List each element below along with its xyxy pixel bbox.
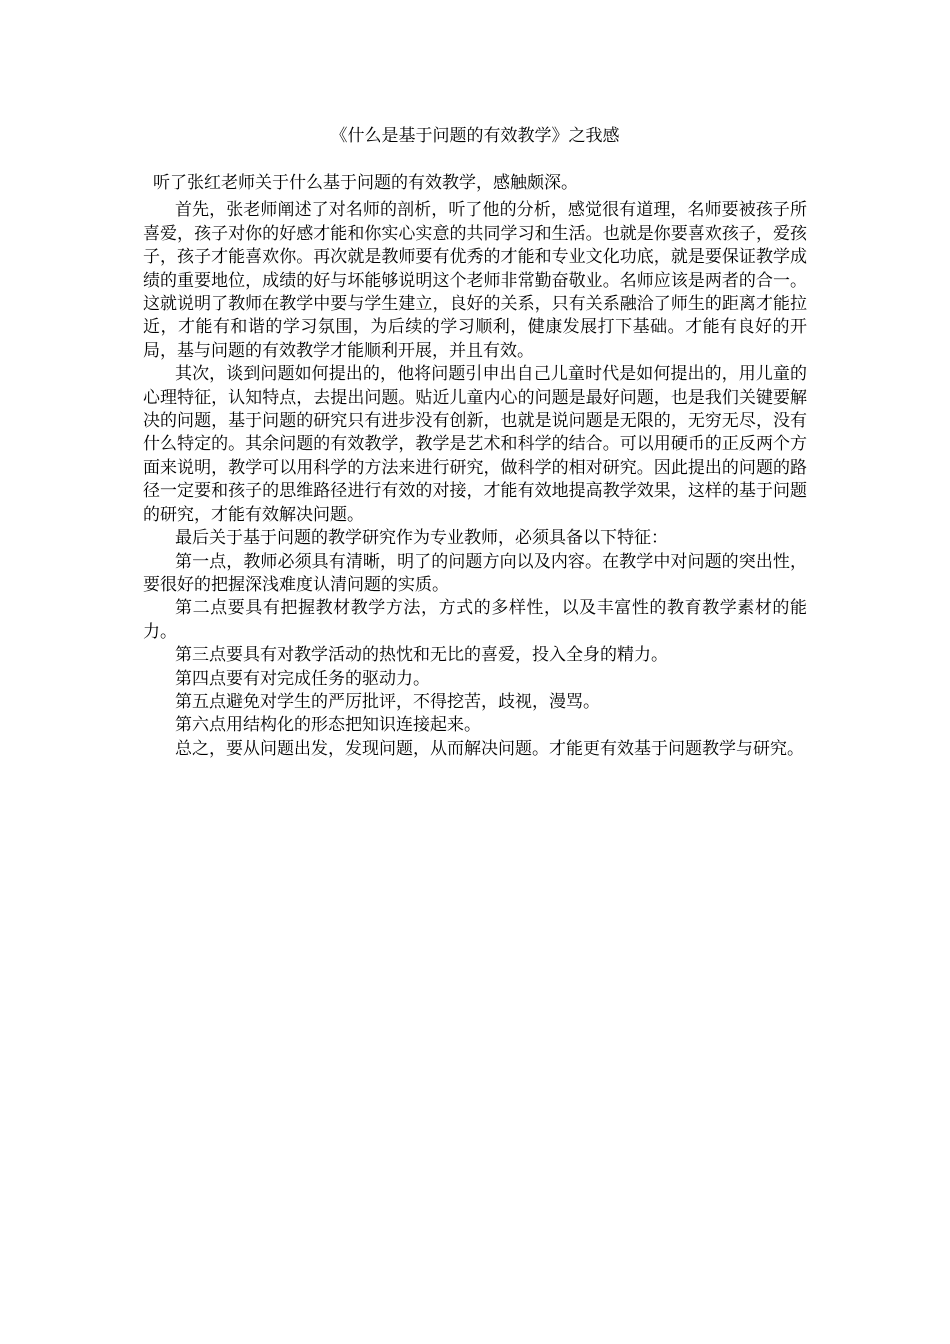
paragraph-feature-5: 第五点避免对学生的严厉批评，不得挖苦，歧视，漫骂。: [175, 691, 600, 712]
paragraph-first-point: 首先，张老师阐述了对名师的剖析，听了他的分析，感觉很有道理，名师要被孩子所喜爱，孩子对你的好感才能和你实心实意的共同学习和生活。也就是你要喜欢孩子，爱孩子，孩子才能喜欢你。再次就是教师要有优秀的才能和专业文化功底，就是要保证教学成绩的重要地位，成绩的好与坏能够说明这个老师非常勤奋敬业。名师应该是两者的合一。这就说明了教师在教学中要与学生建立，良好的关系，只有关系融洽了师生的距离才能拉近，才能有和谐的学习氛围，为后续的学习顺利，健康发展打下基础。才能有良好的开局，基与问题的有效教学才能顺利开展，并且有效。: [143, 200, 807, 361]
paragraph-feature-1: 第一点，教师必须具有清晰，明了的问题方向以及内容。在教学中对问题的突出性，要很好的把握深浅难度认清问题的实质。: [143, 551, 807, 595]
paragraph-second-point: 其次，谈到问题如何提出的，他将问题引申出自己儿童时代是如何提出的，用儿童的心理特征，认知特点，去提出问题。贴近儿童内心的问题是最好问题，也是我们关键要解决的问题，基于问题的研究只有进步没有创新，也就是说问题是无限的，无穷无尽，没有什么特定的。其余问题的有效教学，教学是艺术和科学的结合。可以用硬币的正反两个方面来说明，教学可以用科学的方法来进行研究，做科学的相对研究。因此提出的问题的路径一定要和孩子的思维路径进行有效的对接，才能有效地提高教学效果，这样的基于问题的研究，才能有效解决问题。: [143, 364, 807, 525]
paragraph-intro: 听了张红老师关于什么基于问题的有效教学，感触颇深。: [153, 173, 578, 193]
paragraph-feature-6: 第六点用结构化的形态把知识连接起来。: [175, 715, 481, 736]
document-body: [143, 172, 807, 761]
paragraph-conclusion: 总之，要从问题出发，发现问题，从而解决问题。才能更有效基于问题教学与研究。: [175, 738, 804, 759]
paragraph-feature-3: 第三点要具有对教学活动的热忱和无比的喜爱，投入全身的精力。: [175, 645, 668, 666]
paragraph-feature-2: 第二点要具有把握教材教学方法，方式的多样性，以及丰富性的教育教学素材的能力。: [143, 598, 807, 642]
document-title: 《什么是基于问题的有效教学》之我感: [330, 126, 620, 146]
paragraph-features-intro: 最后关于基于问题的教学研究作为专业教师，必须具备以下特征：: [175, 528, 668, 549]
paragraph-feature-4: 第四点要有对完成任务的驱动力。: [175, 668, 430, 689]
